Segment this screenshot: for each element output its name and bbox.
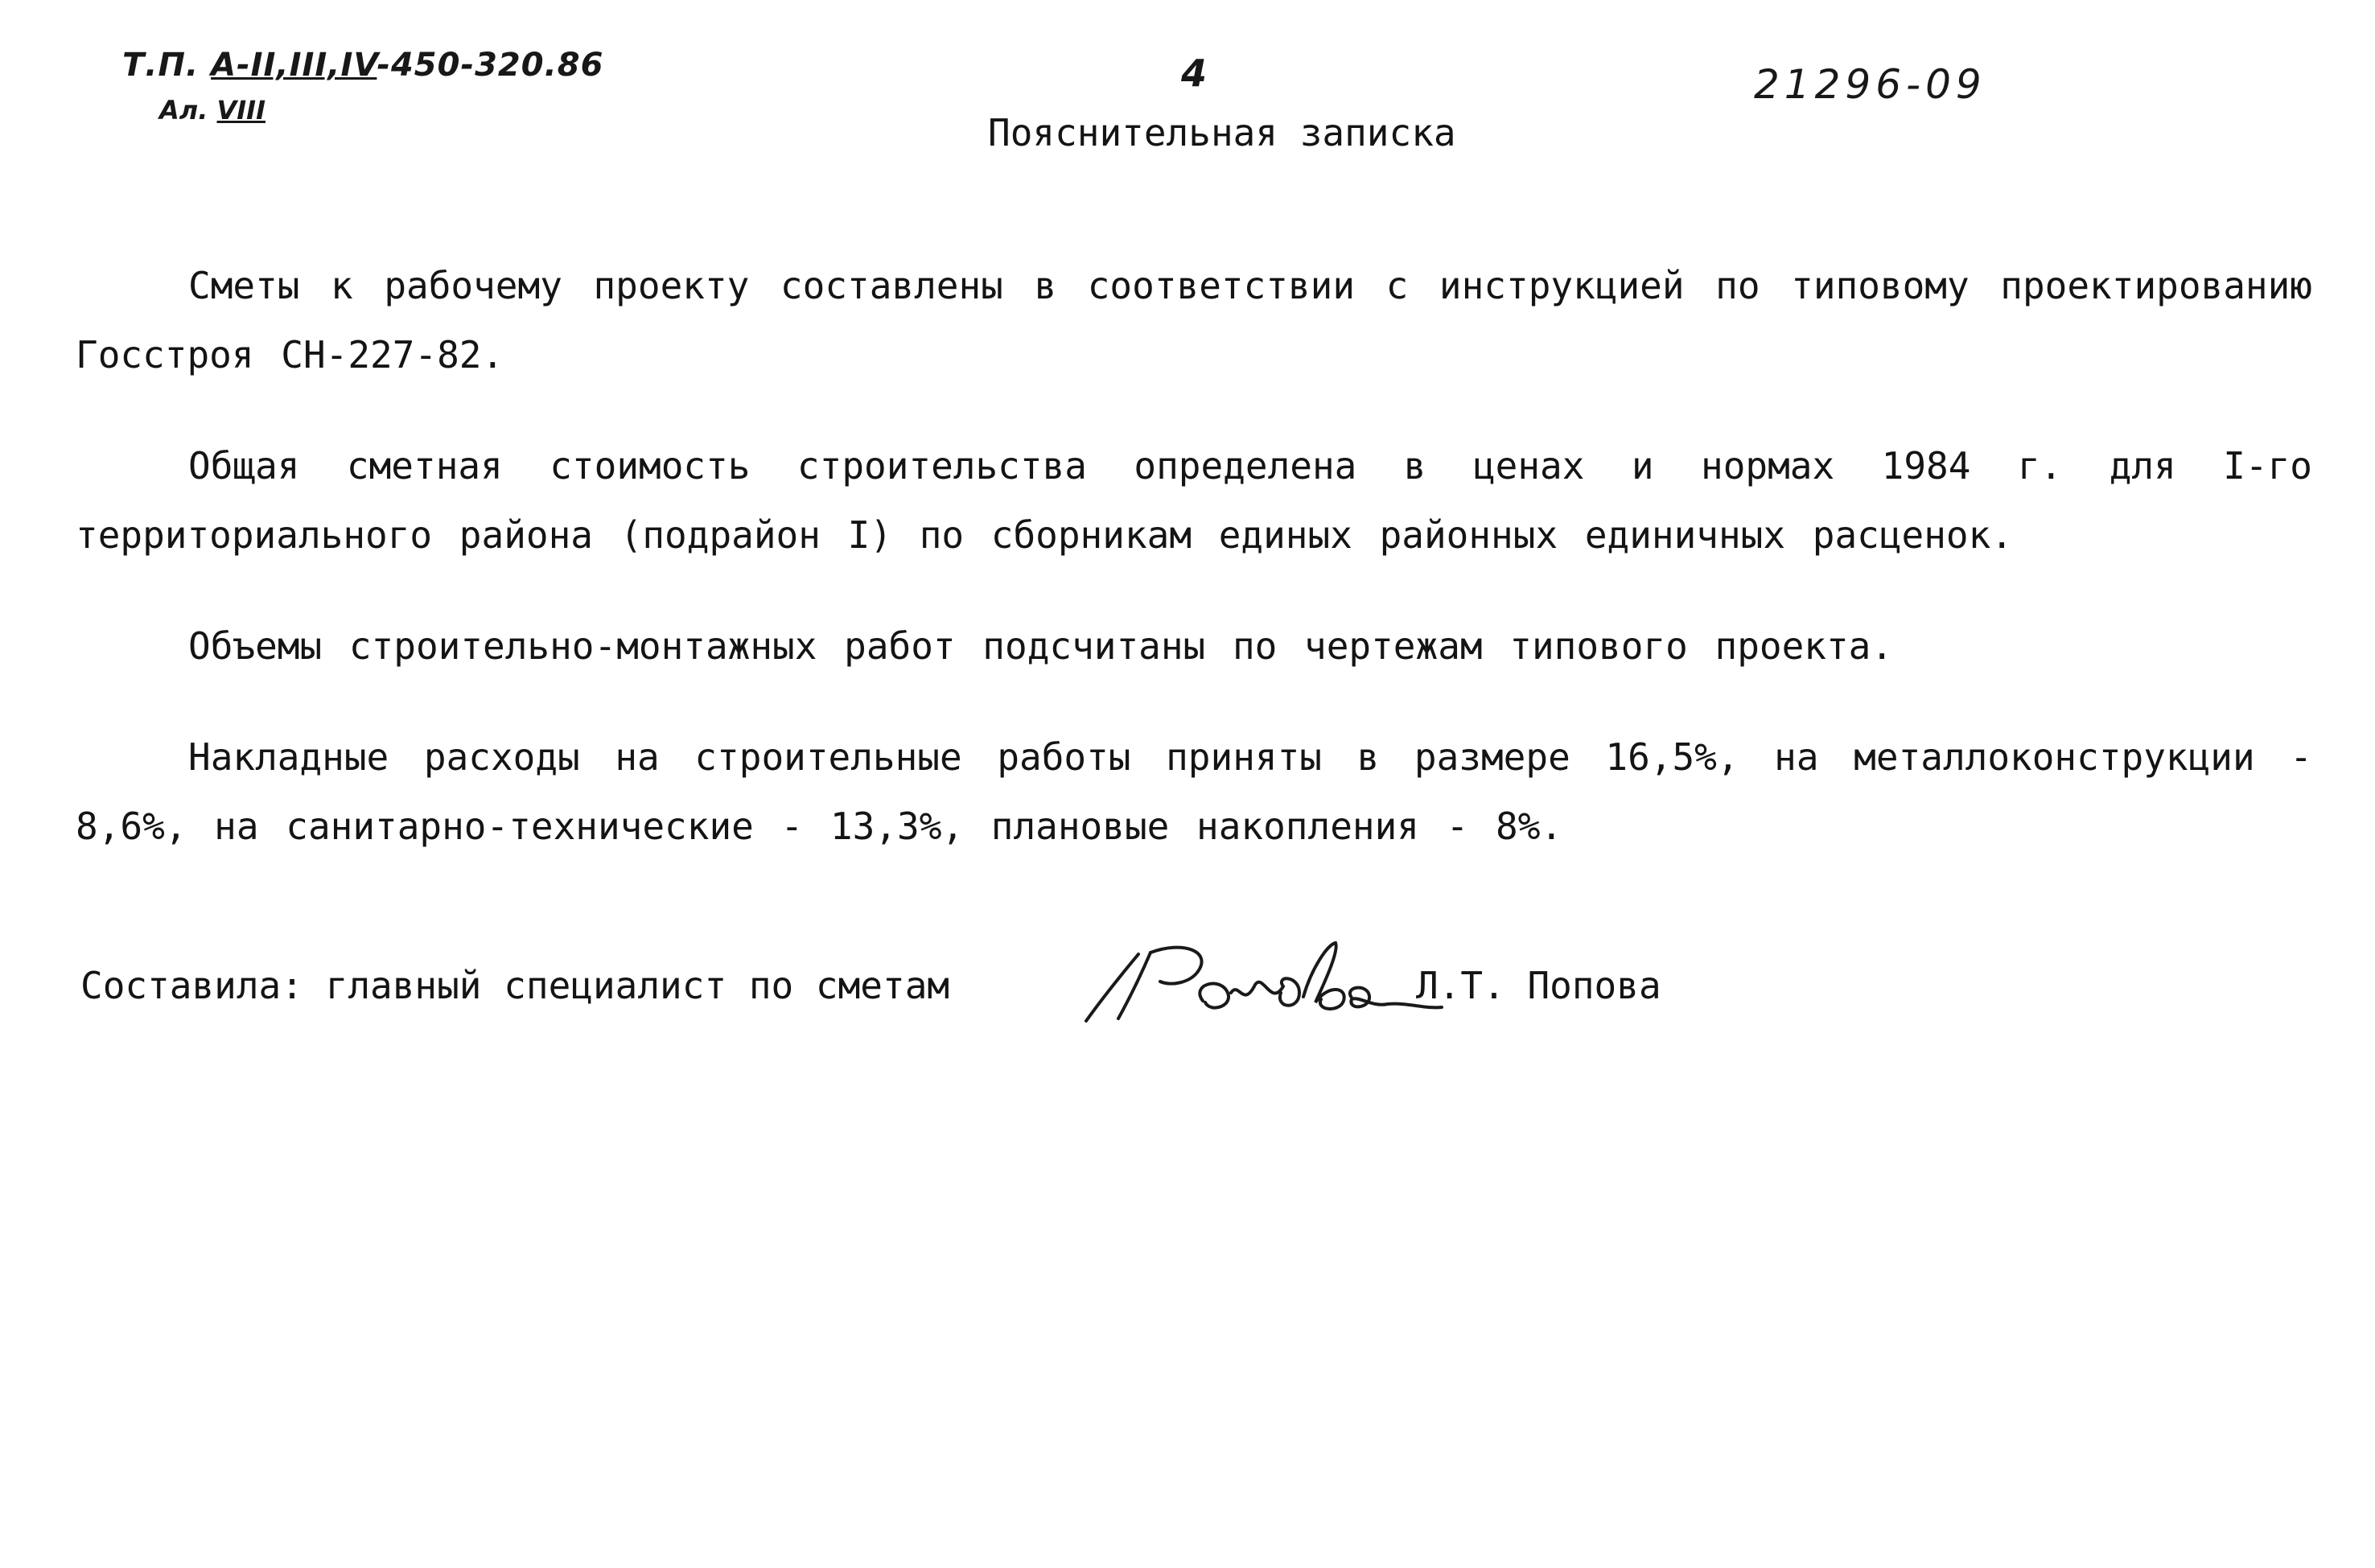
paragraph: Накладные расходы на строительные работы приняты в размере 16,5%, на металлоконструкции - 8,6%, на санитарно-технические - 13,3%, плановые накопления - 8%. — [76, 735, 2312, 848]
paragraph: Общая сметная стоимость строительства определена в ценах и нормах 1984 г. для I-го территориального района (подрайон I) по сборникам единых районных единичных расценок. — [76, 444, 2312, 557]
signature-block — [80, 936, 1770, 1033]
document-code-series: А-II,III,IV — [211, 47, 377, 84]
album-number: VIII — [216, 95, 265, 126]
paragraph: Объемы строительно-монтажных работ подсчитаны по чертежам типового проекта. — [188, 624, 1894, 668]
album-label: Ал. — [159, 95, 208, 126]
signatory-name: Л.Т. Попова — [1416, 964, 1661, 1007]
document-body — [76, 251, 2312, 903]
album-reference — [159, 95, 265, 126]
paragraph: Сметы к рабочему проекту составлены в соответствии с инструкцией по типовому проектированию Госстроя СН-227-82. — [76, 264, 2312, 377]
document-code-suffix: -450-320.86 — [377, 47, 604, 84]
page-title: Пояснительная записка — [988, 111, 1456, 154]
compiled-by-label: Составила: главный специалист по сметам — [80, 964, 950, 1007]
signature-mark — [1070, 936, 1448, 1033]
document-code-prefix: Т.П. — [122, 47, 212, 84]
page-number: 4 — [1181, 51, 1208, 95]
document-code — [122, 47, 603, 84]
document-number: 21296-09 — [1754, 61, 1986, 108]
